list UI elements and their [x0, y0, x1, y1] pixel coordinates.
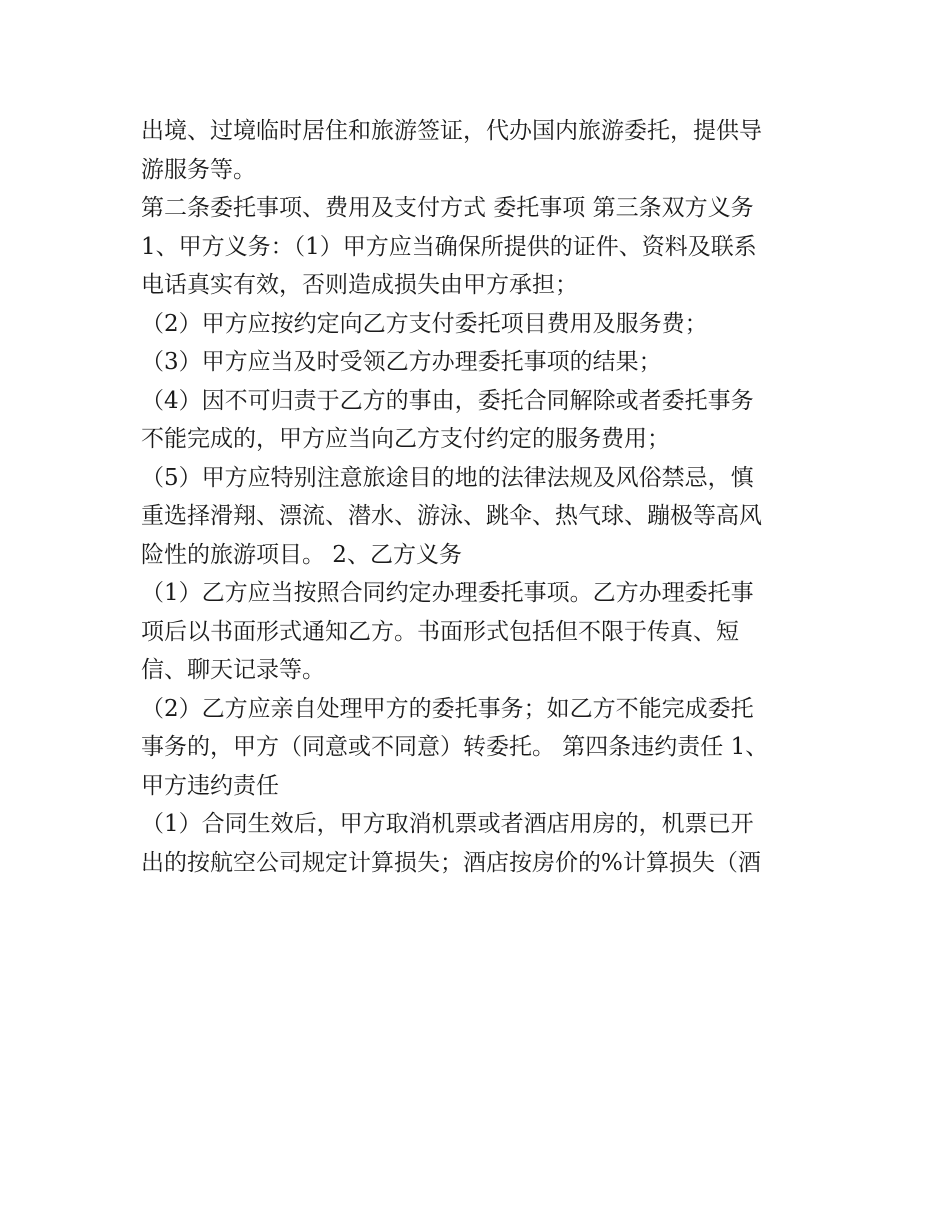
text-line: （1）合同生效后，甲方取消机票或者酒店用房的，机票已开	[141, 811, 754, 837]
text-line: 重选择滑翔、漂流、潜水、游泳、跳伞、热气球、蹦极等高风	[141, 503, 762, 529]
text-line: 险性的旅游项目。 2、乙方义务	[141, 541, 462, 568]
text-line: （1）乙方应当按照合同约定办理委托事项。乙方办理委托事	[141, 580, 754, 606]
text-line: 电话真实有效，否则造成损失由甲方承担；	[141, 272, 578, 298]
text-line: 不能完成的，甲方应当向乙方支付约定的服务费用；	[141, 426, 670, 452]
text-line: 1、甲方义务：（1）甲方应当确保所提供的证件、资料及联系	[141, 233, 757, 260]
text-line: 出境、过境临时居住和旅游签证，代办国内旅游委托，提供导	[141, 118, 762, 144]
text-line: 第二条委托事项、费用及支付方式 委托事项 第三条双方义务	[141, 195, 754, 221]
text-line: （5）甲方应特别注意旅途目的地的法律法规及风俗禁忌，慎	[141, 464, 754, 491]
text-line: 出的按航空公司规定计算损失；酒店按房价的%计算损失（酒	[141, 849, 761, 876]
text-line: （2）乙方应亲自处理甲方的委托事务；如乙方不能完成委托	[141, 695, 754, 722]
text-line: 项后以书面形式通知乙方。书面形式包括但不限于传真、短	[141, 618, 739, 645]
body-text	[141, 112, 831, 882]
text-line: 甲方违约责任	[141, 772, 279, 799]
text-line: （2）甲方应按约定向乙方支付委托项目费用及服务费；	[141, 310, 708, 337]
text-line: 游服务等。	[141, 156, 256, 183]
text-line: （3）甲方应当及时受领乙方办理委托事项的结果；	[141, 349, 662, 375]
text-line: 信、聊天记录等。	[141, 657, 325, 683]
text-line: 事务的，甲方（同意或不同意）转委托。 第四条违约责任 1、	[141, 734, 769, 760]
text-line: （4）因不可归责于乙方的事由，委托合同解除或者委托事务	[141, 387, 754, 414]
